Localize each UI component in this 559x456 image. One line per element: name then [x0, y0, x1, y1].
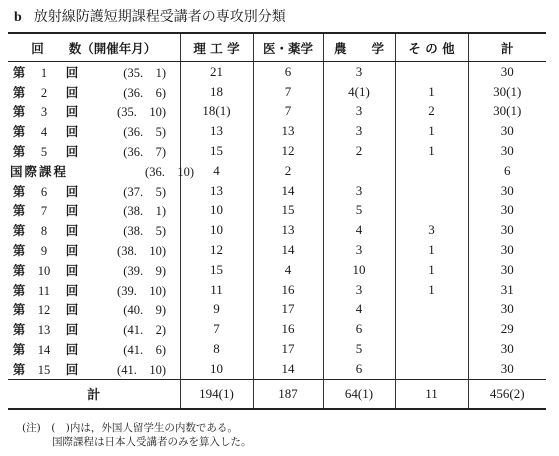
- header-science-eng: 理 工 学: [180, 33, 253, 62]
- table-body: [8, 62, 546, 380]
- round-cell: [8, 220, 180, 240]
- other-cell: 1: [395, 82, 468, 102]
- table-row: [8, 161, 546, 181]
- total-cell: 30: [468, 240, 546, 260]
- medical-cell: 14: [253, 181, 323, 201]
- round-suffix: 回: [65, 262, 79, 278]
- table-row: [8, 240, 546, 260]
- round-date: (41. 6): [123, 343, 166, 358]
- round-date: (41. 10): [117, 362, 166, 377]
- round-date: (36. 6): [123, 85, 166, 100]
- round-suffix: 回: [65, 183, 79, 199]
- other-cell: [395, 181, 468, 201]
- round-prefix: 第: [12, 144, 26, 160]
- round-prefix: 第: [12, 183, 26, 199]
- totals-row: [8, 379, 546, 409]
- agri-cell: 3: [323, 102, 395, 122]
- round-cell: [8, 339, 180, 359]
- round-prefix: 第: [12, 322, 26, 338]
- medical-cell: 7: [253, 102, 323, 122]
- medical-cell: 15: [253, 201, 323, 221]
- round-number: 11: [37, 283, 51, 298]
- round-prefix: 第: [12, 361, 26, 377]
- table-row: [8, 260, 546, 280]
- footnote-2: 国際課程は日本人受講者のみを算入した。: [52, 436, 252, 448]
- total-cell: 30: [468, 62, 546, 82]
- round-number: 10: [37, 263, 51, 278]
- round-date: (36. 10): [145, 164, 194, 179]
- round-prefix: 第: [12, 64, 26, 80]
- round-suffix: 回: [65, 302, 79, 318]
- round-cell: [8, 319, 180, 339]
- medical-cell: 13: [253, 220, 323, 240]
- science-eng-cell: 21: [180, 62, 253, 82]
- agri-cell: 4: [323, 220, 395, 240]
- science-eng-cell: 15: [180, 260, 253, 280]
- total-cell: 30: [468, 141, 546, 161]
- round-number: 4: [40, 125, 48, 140]
- round-cell: [8, 280, 180, 300]
- round-prefix: 第: [12, 282, 26, 298]
- other-cell: [395, 161, 468, 181]
- science-eng-cell: 7: [180, 319, 253, 339]
- round-date: (38. 5): [123, 224, 166, 239]
- round-suffix: 回: [65, 342, 79, 358]
- round-cell: [8, 181, 180, 201]
- header-medical: 医・薬学: [253, 33, 323, 62]
- science-eng-cell: 10: [180, 359, 253, 379]
- round-date: (39. 9): [123, 263, 166, 278]
- other-cell: 1: [395, 260, 468, 280]
- total-cell: 30: [468, 260, 546, 280]
- table-row: [8, 359, 546, 379]
- round-suffix: 回: [65, 84, 79, 100]
- round-date: (35. 1): [123, 65, 166, 80]
- round-prefix: 第: [12, 84, 26, 100]
- round-prefix: 第: [12, 262, 26, 278]
- total-cell: 30: [468, 201, 546, 221]
- other-cell: [395, 201, 468, 221]
- medical-cell: 6: [253, 62, 323, 82]
- round-number: 9: [40, 244, 48, 259]
- table-row: [8, 82, 546, 102]
- round-number: 12: [37, 303, 51, 318]
- other-cell: 2: [395, 102, 468, 122]
- data-table: [8, 32, 546, 410]
- medical-cell: 17: [253, 339, 323, 359]
- round-prefix: 第: [12, 203, 26, 219]
- other-cell: 1: [395, 280, 468, 300]
- round-date: (36. 5): [123, 125, 166, 140]
- round-date: (39. 10): [117, 283, 166, 298]
- round-cell: [8, 141, 180, 161]
- round-prefix: 第: [12, 302, 26, 318]
- science-eng-cell: 10: [180, 201, 253, 221]
- other-cell: [395, 300, 468, 320]
- table-row: [8, 220, 546, 240]
- other-cell: [395, 359, 468, 379]
- round-number: 6: [40, 184, 48, 199]
- round-number: 13: [37, 323, 51, 338]
- medical-cell: 2: [253, 161, 323, 181]
- agri-cell: 2: [323, 141, 395, 161]
- science-eng-cell: 15: [180, 141, 253, 161]
- header-row: [8, 33, 546, 62]
- table-row: [8, 300, 546, 320]
- round-date: (36. 7): [123, 145, 166, 160]
- round-cell: [8, 82, 180, 102]
- table-row: [8, 141, 546, 161]
- science-eng-cell: 13: [180, 181, 253, 201]
- total-cell: 30: [468, 339, 546, 359]
- agri-cell: 5: [323, 339, 395, 359]
- agri-cell: 10: [323, 260, 395, 280]
- medical-cell: 16: [253, 280, 323, 300]
- science-eng-cell: 18: [180, 82, 253, 102]
- table-title: [14, 6, 286, 26]
- section-letter: b: [14, 10, 22, 25]
- total-cell: 30: [468, 300, 546, 320]
- total-cell: 30(1): [468, 102, 546, 122]
- round-cell: [8, 161, 194, 181]
- round-suffix: 回: [65, 243, 79, 259]
- medical-cell: 14: [253, 359, 323, 379]
- round-suffix: 回: [65, 223, 79, 239]
- round-cell: [8, 260, 180, 280]
- round-cell: [8, 201, 180, 221]
- header-other: そ の 他: [395, 33, 468, 62]
- agri-cell: [323, 161, 395, 181]
- medical-cell: 13: [253, 121, 323, 141]
- other-cell: [395, 62, 468, 82]
- round-cell: [8, 300, 180, 320]
- agri-cell: 4(1): [323, 82, 395, 102]
- other-cell: 3: [395, 220, 468, 240]
- round-number: 1: [40, 65, 48, 80]
- round-label: 国際課程: [10, 163, 69, 179]
- total-cell: 30: [468, 181, 546, 201]
- medical-cell: 4: [253, 260, 323, 280]
- round-suffix: 回: [65, 104, 79, 120]
- footnote-1: (注) ( )内は，外国人留学生の内数である。: [22, 422, 238, 434]
- totals-other: 11: [395, 379, 468, 409]
- totals-medical: 187: [253, 379, 323, 409]
- round-prefix: 第: [12, 124, 26, 140]
- agri-cell: 6: [323, 359, 395, 379]
- medical-cell: 16: [253, 319, 323, 339]
- total-cell: 30(1): [468, 82, 546, 102]
- round-date: (35. 10): [117, 105, 166, 120]
- round-cell: [8, 102, 180, 122]
- round-cell: [8, 240, 180, 260]
- round-number: 5: [40, 145, 48, 160]
- footnotes: [22, 421, 252, 449]
- table-row: [8, 181, 546, 201]
- round-number: 7: [40, 204, 48, 219]
- header-agri: 農 学: [323, 33, 395, 62]
- science-eng-cell: 9: [180, 300, 253, 320]
- round-cell: [8, 62, 180, 82]
- other-cell: [395, 339, 468, 359]
- round-cell: [8, 121, 180, 141]
- agri-cell: 6: [323, 319, 395, 339]
- agri-cell: 4: [323, 300, 395, 320]
- agri-cell: 3: [323, 240, 395, 260]
- header-round: 回 数（開催年月）: [8, 33, 180, 62]
- round-number: 3: [40, 105, 48, 120]
- header-total: 計: [468, 33, 546, 62]
- table-row: [8, 201, 546, 221]
- science-eng-cell: 10: [180, 220, 253, 240]
- round-date: (40. 9): [123, 303, 166, 318]
- science-eng-cell: 13: [180, 121, 253, 141]
- total-cell: 30: [468, 121, 546, 141]
- agri-cell: 3: [323, 62, 395, 82]
- round-prefix: 第: [12, 104, 26, 120]
- round-prefix: 第: [12, 243, 26, 259]
- round-prefix: 第: [12, 223, 26, 239]
- total-cell: 31: [468, 280, 546, 300]
- round-number: 15: [37, 362, 51, 377]
- medical-cell: 12: [253, 141, 323, 161]
- science-eng-cell: 12: [180, 240, 253, 260]
- round-number: 2: [40, 85, 48, 100]
- agri-cell: 5: [323, 201, 395, 221]
- table-row: [8, 62, 546, 82]
- totals-total: 456(2): [468, 379, 546, 409]
- round-date: (38. 1): [123, 204, 166, 219]
- round-number: 8: [40, 224, 48, 239]
- total-cell: 30: [468, 359, 546, 379]
- round-suffix: 回: [65, 64, 79, 80]
- round-prefix: 第: [12, 342, 26, 358]
- science-eng-cell: 11: [180, 280, 253, 300]
- other-cell: 1: [395, 121, 468, 141]
- science-eng-cell: 8: [180, 339, 253, 359]
- round-date: (38. 10): [117, 244, 166, 259]
- other-cell: [395, 319, 468, 339]
- table-row: [8, 339, 546, 359]
- agri-cell: 3: [323, 181, 395, 201]
- agri-cell: 3: [323, 121, 395, 141]
- total-cell: 6: [468, 161, 546, 181]
- round-suffix: 回: [65, 203, 79, 219]
- science-eng-cell: 4: [180, 161, 253, 181]
- round-date: (41. 2): [123, 323, 166, 338]
- round-number: 14: [37, 343, 51, 358]
- totals-label: 計: [8, 379, 180, 409]
- table-row: [8, 121, 546, 141]
- table-row: [8, 280, 546, 300]
- round-suffix: 回: [65, 124, 79, 140]
- medical-cell: 17: [253, 300, 323, 320]
- table-row: [8, 102, 546, 122]
- totals-agri: 64(1): [323, 379, 395, 409]
- round-cell: [8, 359, 180, 379]
- total-cell: 30: [468, 220, 546, 240]
- totals-science-eng: 194(1): [180, 379, 253, 409]
- other-cell: 1: [395, 240, 468, 260]
- medical-cell: 7: [253, 82, 323, 102]
- table-row: [8, 319, 546, 339]
- round-suffix: 回: [65, 322, 79, 338]
- round-suffix: 回: [65, 361, 79, 377]
- total-cell: 29: [468, 319, 546, 339]
- other-cell: 1: [395, 141, 468, 161]
- agri-cell: 3: [323, 280, 395, 300]
- round-suffix: 回: [65, 144, 79, 160]
- round-suffix: 回: [65, 282, 79, 298]
- round-date: (37. 5): [123, 184, 166, 199]
- medical-cell: 14: [253, 240, 323, 260]
- title-text: 放射線防護短期課程受講者の専攻別分類: [33, 9, 286, 25]
- science-eng-cell: 18(1): [180, 102, 253, 122]
